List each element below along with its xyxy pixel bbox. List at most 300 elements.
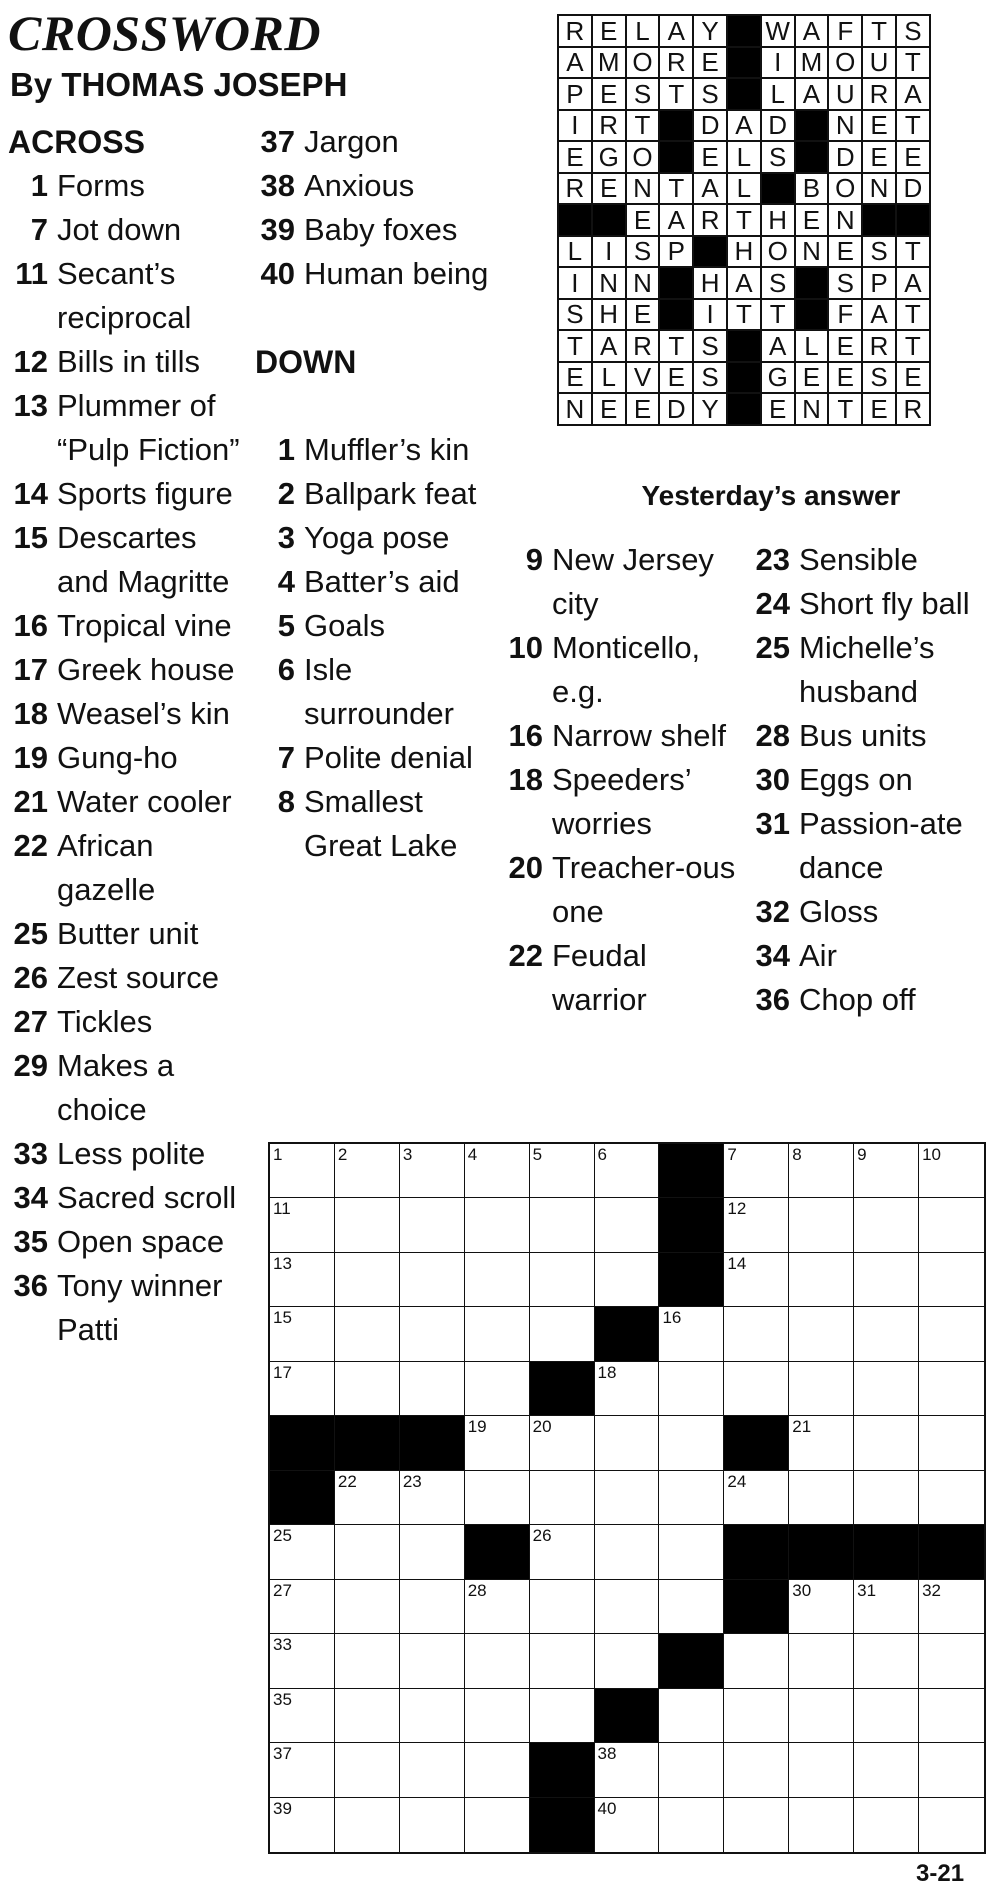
answer-letter-cell: T (558, 330, 592, 362)
clue-text: Plummer of “Pulp Fiction” (57, 388, 240, 467)
answer-letter-cell: S (862, 362, 896, 394)
answer-black-square (558, 204, 592, 236)
answer-letter-cell: D (828, 141, 862, 173)
grid-cell[interactable] (270, 1634, 335, 1688)
answer-letter-cell: R (693, 204, 727, 236)
answer-letter-cell: T (896, 236, 930, 268)
grid-black-square (854, 1525, 919, 1579)
answer-letter-cell: R (862, 78, 896, 110)
grid-cell[interactable] (595, 1798, 660, 1852)
clue-number: 36 (755, 982, 790, 1017)
grid-cell[interactable] (335, 1198, 400, 1252)
grid-cell[interactable] (659, 1471, 724, 1525)
answer-letter-cell: D (659, 393, 693, 425)
grid-cell[interactable] (530, 1634, 595, 1688)
answer-letter-cell: O (626, 141, 660, 173)
down-clues-column-2 (503, 538, 743, 1022)
clue-text: Narrow shelf (552, 718, 726, 753)
answer-letter-cell: D (896, 173, 930, 205)
answer-letter-cell: A (896, 267, 930, 299)
grid-cell[interactable] (400, 1580, 465, 1634)
clue-text: African gazelle (57, 828, 156, 907)
grid-cell[interactable] (724, 1144, 789, 1198)
grid-cell[interactable] (530, 1471, 595, 1525)
grid-cell[interactable] (335, 1362, 400, 1416)
answer-letter-cell: N (828, 204, 862, 236)
answer-letter-cell: L (727, 141, 761, 173)
answer-black-square (795, 141, 829, 173)
grid-cell[interactable] (530, 1198, 595, 1252)
clue-item (8, 384, 248, 472)
clue-item (255, 516, 495, 560)
grid-cell[interactable] (854, 1634, 919, 1688)
clue-item (750, 978, 990, 1022)
answer-letter-cell: S (693, 362, 727, 394)
clue-number: 16 (508, 718, 543, 753)
clue-text: Eggs on (799, 762, 913, 797)
answer-letter-cell: U (828, 78, 862, 110)
cell-number: 33 (273, 1635, 292, 1655)
clue-text: Less polite (57, 1136, 206, 1171)
answer-letter-cell: N (558, 393, 592, 425)
grid-cell[interactable] (659, 1580, 724, 1634)
cell-number: 25 (273, 1526, 292, 1546)
clue-item (255, 252, 495, 296)
grid-cell[interactable] (854, 1198, 919, 1252)
grid-cell[interactable] (530, 1525, 595, 1579)
grid-cell[interactable] (789, 1198, 854, 1252)
grid-cell[interactable] (595, 1253, 660, 1307)
grid-cell[interactable] (595, 1743, 660, 1797)
grid-cell[interactable] (400, 1798, 465, 1852)
answer-letter-cell: S (626, 236, 660, 268)
clue-text: Sacred scroll (57, 1180, 237, 1215)
grid-cell[interactable] (530, 1580, 595, 1634)
grid-cell[interactable] (659, 1798, 724, 1852)
grid-cell[interactable] (400, 1634, 465, 1688)
grid-cell[interactable] (270, 1307, 335, 1361)
answer-letter-cell: T (727, 204, 761, 236)
answer-letter-cell: E (862, 141, 896, 173)
clue-item (8, 692, 248, 736)
grid-cell[interactable] (270, 1743, 335, 1797)
grid-cell[interactable] (854, 1307, 919, 1361)
cell-number: 28 (467, 1580, 487, 1600)
grid-cell[interactable] (400, 1471, 465, 1525)
grid-cell[interactable] (335, 1253, 400, 1307)
clue-number: 34 (13, 1180, 48, 1215)
grid-cell[interactable] (724, 1471, 789, 1525)
grid-black-square (270, 1416, 335, 1470)
clue-number: 21 (13, 784, 48, 819)
cell-number: 32 (922, 1580, 941, 1600)
grid-cell[interactable] (400, 1144, 465, 1198)
clue-item (503, 714, 743, 758)
grid-cell[interactable] (919, 1689, 984, 1743)
grid-black-square (659, 1198, 724, 1252)
clue-item (750, 538, 990, 582)
cell-number: 15 (273, 1308, 292, 1328)
clue-number: 5 (277, 608, 295, 643)
grid-cell[interactable] (595, 1198, 660, 1252)
grid-cell[interactable] (659, 1416, 724, 1470)
answer-letter-cell: I (558, 110, 592, 142)
grid-cell[interactable] (465, 1743, 530, 1797)
grid-cell[interactable] (789, 1416, 854, 1470)
grid-cell[interactable] (270, 1253, 335, 1307)
answer-letter-cell: O (828, 173, 862, 205)
grid-cell[interactable] (335, 1471, 400, 1525)
grid-cell[interactable] (465, 1798, 530, 1852)
answer-letter-cell: T (659, 330, 693, 362)
answer-letter-cell: L (795, 330, 829, 362)
answer-letter-cell: T (659, 173, 693, 205)
clue-item (750, 714, 990, 758)
grid-black-square (724, 1525, 789, 1579)
clue-text: Yoga pose (304, 520, 450, 555)
answer-black-square (795, 267, 829, 299)
grid-cell[interactable] (335, 1580, 400, 1634)
clue-item (503, 538, 743, 626)
grid-cell[interactable] (919, 1743, 984, 1797)
grid-cell[interactable] (530, 1144, 595, 1198)
grid-cell[interactable] (400, 1307, 465, 1361)
grid-cell[interactable] (724, 1307, 789, 1361)
grid-cell[interactable] (919, 1416, 984, 1470)
clue-text: Treacher-ous one (552, 850, 736, 929)
answer-black-square (727, 330, 761, 362)
clue-text: Polite denial (304, 740, 473, 775)
grid-cell[interactable] (595, 1416, 660, 1470)
answer-black-square (896, 204, 930, 236)
grid-cell[interactable] (724, 1743, 789, 1797)
clue-text: Anxious (304, 168, 415, 203)
cell-number: 5 (532, 1145, 543, 1164)
grid-black-square (465, 1525, 530, 1579)
clue-item (750, 934, 990, 978)
cell-number: 1 (273, 1145, 283, 1164)
clue-text: Ballpark feat (304, 476, 477, 511)
answer-black-square (659, 299, 693, 331)
clue-number: 2 (277, 476, 295, 511)
grid-cell[interactable] (465, 1471, 530, 1525)
grid-cell[interactable] (854, 1471, 919, 1525)
grid-cell[interactable] (465, 1253, 530, 1307)
clue-number: 16 (13, 608, 48, 643)
grid-cell[interactable] (400, 1253, 465, 1307)
grid-cell[interactable] (919, 1471, 984, 1525)
clue-text: Jargon (304, 124, 399, 159)
grid-cell[interactable] (465, 1634, 530, 1688)
answer-black-square (727, 362, 761, 394)
grid-cell[interactable] (789, 1307, 854, 1361)
answer-letter-cell: E (592, 15, 626, 47)
cell-number: 23 (402, 1471, 422, 1491)
answer-letter-cell: E (558, 362, 592, 394)
clue-text: Tony winner Patti (57, 1268, 223, 1347)
grid-cell[interactable] (465, 1416, 530, 1470)
grid-cell[interactable] (919, 1634, 984, 1688)
grid-cell[interactable] (724, 1253, 789, 1307)
grid-cell[interactable] (530, 1253, 595, 1307)
clue-number: 1 (30, 168, 48, 203)
grid-cell[interactable] (335, 1743, 400, 1797)
answer-black-square (659, 141, 693, 173)
grid-cell[interactable] (465, 1580, 530, 1634)
grid-black-square (270, 1471, 335, 1525)
clue-text: Bus units (799, 718, 927, 753)
grid-cell[interactable] (724, 1634, 789, 1688)
clue-text: Open space (57, 1224, 225, 1259)
clue-number: 34 (755, 938, 790, 973)
grid-cell[interactable] (854, 1580, 919, 1634)
answer-letter-cell: N (592, 267, 626, 299)
grid-cell[interactable] (335, 1689, 400, 1743)
clue-number: 35 (13, 1224, 48, 1259)
answer-letter-cell: E (828, 362, 862, 394)
answer-letter-cell: E (592, 173, 626, 205)
clue-number: 19 (13, 740, 48, 775)
clue-text: Bills in tills (57, 344, 200, 379)
grid-cell[interactable] (595, 1634, 660, 1688)
grid-cell[interactable] (789, 1580, 854, 1634)
answer-letter-cell: A (862, 299, 896, 331)
grid-cell[interactable] (270, 1689, 335, 1743)
answer-letter-cell: F (828, 15, 862, 47)
clue-text: Sports figure (57, 476, 233, 511)
grid-cell[interactable] (595, 1144, 660, 1198)
grid-cell[interactable] (854, 1743, 919, 1797)
answer-letter-cell: R (862, 330, 896, 362)
clue-number: 27 (13, 1004, 48, 1039)
grid-cell[interactable] (854, 1689, 919, 1743)
grid-cell[interactable] (270, 1198, 335, 1252)
grid-cell[interactable] (919, 1253, 984, 1307)
answer-letter-cell: D (761, 110, 795, 142)
grid-cell[interactable] (919, 1362, 984, 1416)
answer-black-square (862, 204, 896, 236)
cell-number: 31 (857, 1580, 877, 1600)
grid-cell[interactable] (595, 1580, 660, 1634)
clue-number: 38 (260, 168, 295, 203)
cell-number: 20 (532, 1417, 552, 1437)
grid-cell[interactable] (400, 1743, 465, 1797)
page-title: CROSSWORD (8, 5, 321, 61)
grid-cell[interactable] (335, 1307, 400, 1361)
grid-cell[interactable] (465, 1198, 530, 1252)
answer-letter-cell: D (693, 110, 727, 142)
answer-letter-cell: O (828, 47, 862, 79)
grid-cell[interactable] (789, 1362, 854, 1416)
answer-letter-cell: N (795, 236, 829, 268)
clue-number: 28 (755, 718, 790, 753)
grid-cell[interactable] (854, 1416, 919, 1470)
answer-letter-cell: A (795, 78, 829, 110)
grid-cell[interactable] (465, 1307, 530, 1361)
answer-letter-cell: S (828, 267, 862, 299)
answer-letter-cell: P (558, 78, 592, 110)
grid-cell[interactable] (854, 1144, 919, 1198)
clue-text: Sensible (799, 542, 918, 577)
answer-letter-cell: E (828, 236, 862, 268)
answer-letter-cell: S (761, 267, 795, 299)
clue-text: Jot down (57, 212, 182, 247)
answer-letter-cell: H (761, 204, 795, 236)
grid-cell[interactable] (724, 1362, 789, 1416)
clue-text: Feudal warrior (552, 938, 647, 1017)
grid-black-square (335, 1416, 400, 1470)
grid-cell[interactable] (659, 1525, 724, 1579)
answer-letter-cell: E (862, 393, 896, 425)
grid-cell[interactable] (270, 1144, 335, 1198)
clue-item (8, 736, 248, 780)
grid-cell[interactable] (335, 1525, 400, 1579)
grid-cell[interactable] (659, 1743, 724, 1797)
cell-number: 24 (727, 1471, 747, 1491)
clue-item (750, 758, 990, 802)
clue-text: Weasel’s kin (57, 696, 230, 731)
answer-letter-cell: S (558, 299, 592, 331)
grid-cell[interactable] (724, 1198, 789, 1252)
answer-letter-cell: R (558, 173, 592, 205)
grid-cell[interactable] (854, 1253, 919, 1307)
answer-letter-cell: E (896, 362, 930, 394)
grid-cell[interactable] (659, 1689, 724, 1743)
grid-cell[interactable] (270, 1580, 335, 1634)
grid-cell[interactable] (400, 1525, 465, 1579)
answer-letter-cell: I (558, 267, 592, 299)
grid-cell[interactable] (789, 1253, 854, 1307)
grid-black-square (724, 1580, 789, 1634)
grid-cell[interactable] (724, 1689, 789, 1743)
answer-letter-cell: I (761, 47, 795, 79)
grid-cell[interactable] (400, 1362, 465, 1416)
grid-cell[interactable] (530, 1689, 595, 1743)
grid-cell[interactable] (919, 1580, 984, 1634)
grid-cell[interactable] (789, 1471, 854, 1525)
grid-cell[interactable] (335, 1634, 400, 1688)
answer-letter-cell: S (761, 141, 795, 173)
cell-number: 4 (467, 1145, 478, 1164)
grid-black-square (659, 1144, 724, 1198)
grid-black-square (595, 1689, 660, 1743)
clue-number: 7 (277, 740, 295, 775)
grid-cell[interactable] (270, 1798, 335, 1852)
grid-cell[interactable] (789, 1689, 854, 1743)
grid-cell[interactable] (919, 1307, 984, 1361)
answer-letter-cell: G (761, 362, 795, 394)
grid-cell[interactable] (270, 1525, 335, 1579)
yesterdays-answer-grid (557, 14, 931, 426)
grid-cell[interactable] (595, 1362, 660, 1416)
answer-black-square (693, 236, 727, 268)
clue-item (8, 340, 248, 384)
clue-number: 39 (260, 212, 295, 247)
cell-number: 35 (273, 1689, 292, 1709)
clue-item (8, 912, 248, 956)
grid-cell[interactable] (919, 1198, 984, 1252)
clue-item (8, 164, 248, 208)
grid-cell[interactable] (919, 1144, 984, 1198)
answer-letter-cell: H (693, 267, 727, 299)
grid-cell[interactable] (659, 1362, 724, 1416)
clue-item (8, 1132, 248, 1176)
answer-letter-cell: E (626, 204, 660, 236)
answer-letter-cell: E (693, 141, 727, 173)
grid-black-square (530, 1362, 595, 1416)
answer-letter-cell: A (693, 173, 727, 205)
clue-number: 20 (508, 850, 543, 885)
grid-cell[interactable] (854, 1362, 919, 1416)
clue-text: Gloss (799, 894, 879, 929)
grid-cell[interactable] (595, 1471, 660, 1525)
grid-cell[interactable] (465, 1689, 530, 1743)
grid-cell[interactable] (335, 1144, 400, 1198)
clue-item (8, 472, 248, 516)
grid-cell[interactable] (789, 1634, 854, 1688)
answer-letter-cell: E (862, 110, 896, 142)
grid-cell[interactable] (789, 1743, 854, 1797)
grid-cell[interactable] (595, 1525, 660, 1579)
grid-cell[interactable] (854, 1798, 919, 1852)
answer-letter-cell: A (592, 330, 626, 362)
clue-number: 40 (260, 256, 295, 291)
grid-cell[interactable] (530, 1307, 595, 1361)
grid-cell[interactable] (724, 1798, 789, 1852)
clue-number: 25 (755, 630, 790, 665)
grid-cell[interactable] (659, 1307, 724, 1361)
clue-number: 29 (13, 1048, 48, 1083)
answer-letter-cell: U (862, 47, 896, 79)
cell-number: 22 (337, 1471, 357, 1491)
cell-number: 26 (532, 1526, 552, 1546)
clue-number: 31 (755, 806, 790, 841)
grid-black-square (400, 1416, 465, 1470)
grid-cell[interactable] (789, 1144, 854, 1198)
answer-letter-cell: T (862, 15, 896, 47)
answer-letter-cell: S (862, 236, 896, 268)
clue-text: Forms (57, 168, 145, 203)
grid-cell[interactable] (335, 1798, 400, 1852)
cell-number: 7 (727, 1145, 737, 1164)
grid-cell[interactable] (465, 1144, 530, 1198)
clue-number: 15 (13, 520, 48, 555)
answer-letter-cell: M (592, 47, 626, 79)
clue-number: 8 (277, 784, 295, 819)
clue-text: Michelle’s husband (799, 630, 935, 709)
answer-letter-cell: G (592, 141, 626, 173)
clue-text: Gung-ho (57, 740, 178, 775)
answer-letter-cell: Y (693, 15, 727, 47)
clue-item (750, 802, 990, 890)
grid-black-square (530, 1798, 595, 1852)
clue-number: 30 (755, 762, 790, 797)
clue-text: Muffler’s kin (304, 432, 470, 467)
grid-cell[interactable] (530, 1416, 595, 1470)
clue-number: 18 (13, 696, 48, 731)
grid-cell[interactable] (270, 1362, 335, 1416)
grid-cell[interactable] (400, 1198, 465, 1252)
grid-cell[interactable] (400, 1689, 465, 1743)
grid-cell[interactable] (919, 1798, 984, 1852)
clue-text: Passion-ate dance (799, 806, 963, 885)
cell-number: 37 (273, 1744, 292, 1764)
answer-letter-cell: T (761, 299, 795, 331)
grid-cell[interactable] (465, 1362, 530, 1416)
grid-cell[interactable] (789, 1798, 854, 1852)
clue-item (8, 1044, 248, 1132)
clue-number: 23 (755, 542, 790, 577)
